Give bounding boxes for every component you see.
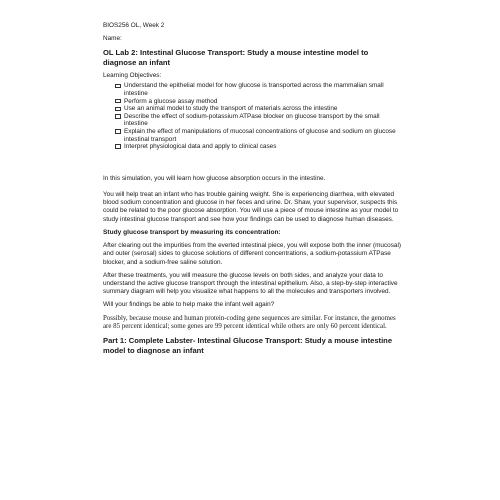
- objective-text: Understand the epithelial model for how glucose is transported across the mammalian small intestine: [124, 82, 384, 98]
- intro-paragraph: In this simulation, you will learn how glucose absorption occurs in the intestine.: [103, 174, 326, 182]
- objective-text: Interpret physiological data and apply to clinical cases: [124, 143, 277, 151]
- objective-item: [115, 82, 403, 97]
- objectives-label: Learning Objectives:: [103, 72, 162, 80]
- question-paragraph: Will your findings be able to help make the infant well again?: [103, 301, 275, 309]
- course-line: BIOS256 OL, Week 2: [103, 22, 165, 29]
- checkbox-icon: [115, 144, 121, 149]
- part1-heading: Part 1: Complete Labster- Intestinal Glucose Transport: Study a mouse intestine model to diagnose an infant: [103, 336, 393, 355]
- objective-item: [115, 113, 403, 128]
- objective-item: [115, 143, 403, 151]
- objectives-list: [115, 82, 403, 150]
- objective-text: Use an animal model to study the transport of materials across the intestine: [124, 105, 338, 113]
- lab-title: OL Lab 2: Intestinal Glucose Transport: Study a mouse intestine model to diagnose an infant: [103, 48, 369, 67]
- checkbox-icon: [115, 129, 121, 134]
- checkbox-icon: [115, 107, 121, 112]
- objective-item: [115, 128, 403, 143]
- objective-text: Explain the effect of manipulations of mucosal concentrations of glucose and sodium on glucose intestinal transport: [124, 127, 396, 143]
- checkbox-icon: [115, 84, 121, 89]
- objective-text: Describe the effect of sodium-potassium ATPase blocker on glucose transport by the small intestine: [124, 112, 380, 128]
- checkbox-icon: [115, 114, 121, 119]
- name-label: Name:: [103, 35, 122, 43]
- checkbox-icon: [115, 99, 121, 104]
- document-body: [103, 22, 403, 355]
- objective-text: Perform a glucose assay method: [124, 97, 218, 105]
- objective-item: [115, 98, 403, 106]
- section-heading: Study glucose transport by measuring its concentration:: [103, 228, 281, 236]
- scenario-paragraph: You will help treat an infant who has trouble gaining weight. She is experiencing diarrhea, with elevated blood sodium concentration and glucose in her feces and urine. Dr. Shaw, your supervisor, suspects this could be related to the poor glucose absorption. You will use a piece of mouse intestine as your model to study intestinal glucose transport and see how your findings can be used to diagnose human diseases.: [103, 190, 399, 223]
- answer-paragraph: Possibly, because mouse and human protein-coding gene sequences are similar. For instance, the genomes are 85 percent identical; some genes are 99 percent identical while others are only 60 percent identical.: [103, 314, 396, 331]
- clearing-paragraph: After clearing out the impurities from the everted intestinal piece, you will expose both the inner (mucosal) and outer (serosal) sides to glucose solutions of different concentrations, a sodium-potassium ATPase blocker, and a sodium-free saline solution.: [103, 242, 402, 266]
- objective-item: [115, 105, 403, 113]
- treatments-paragraph: After these treatments, you will measure the glucose levels on both sides, and analyze your data to understand the active glucose transport through the intestinal epithelium. Also, a step-by-step interactive summary diagram will help you visualize what happens to all the molecules and transporters involved.: [103, 271, 398, 296]
